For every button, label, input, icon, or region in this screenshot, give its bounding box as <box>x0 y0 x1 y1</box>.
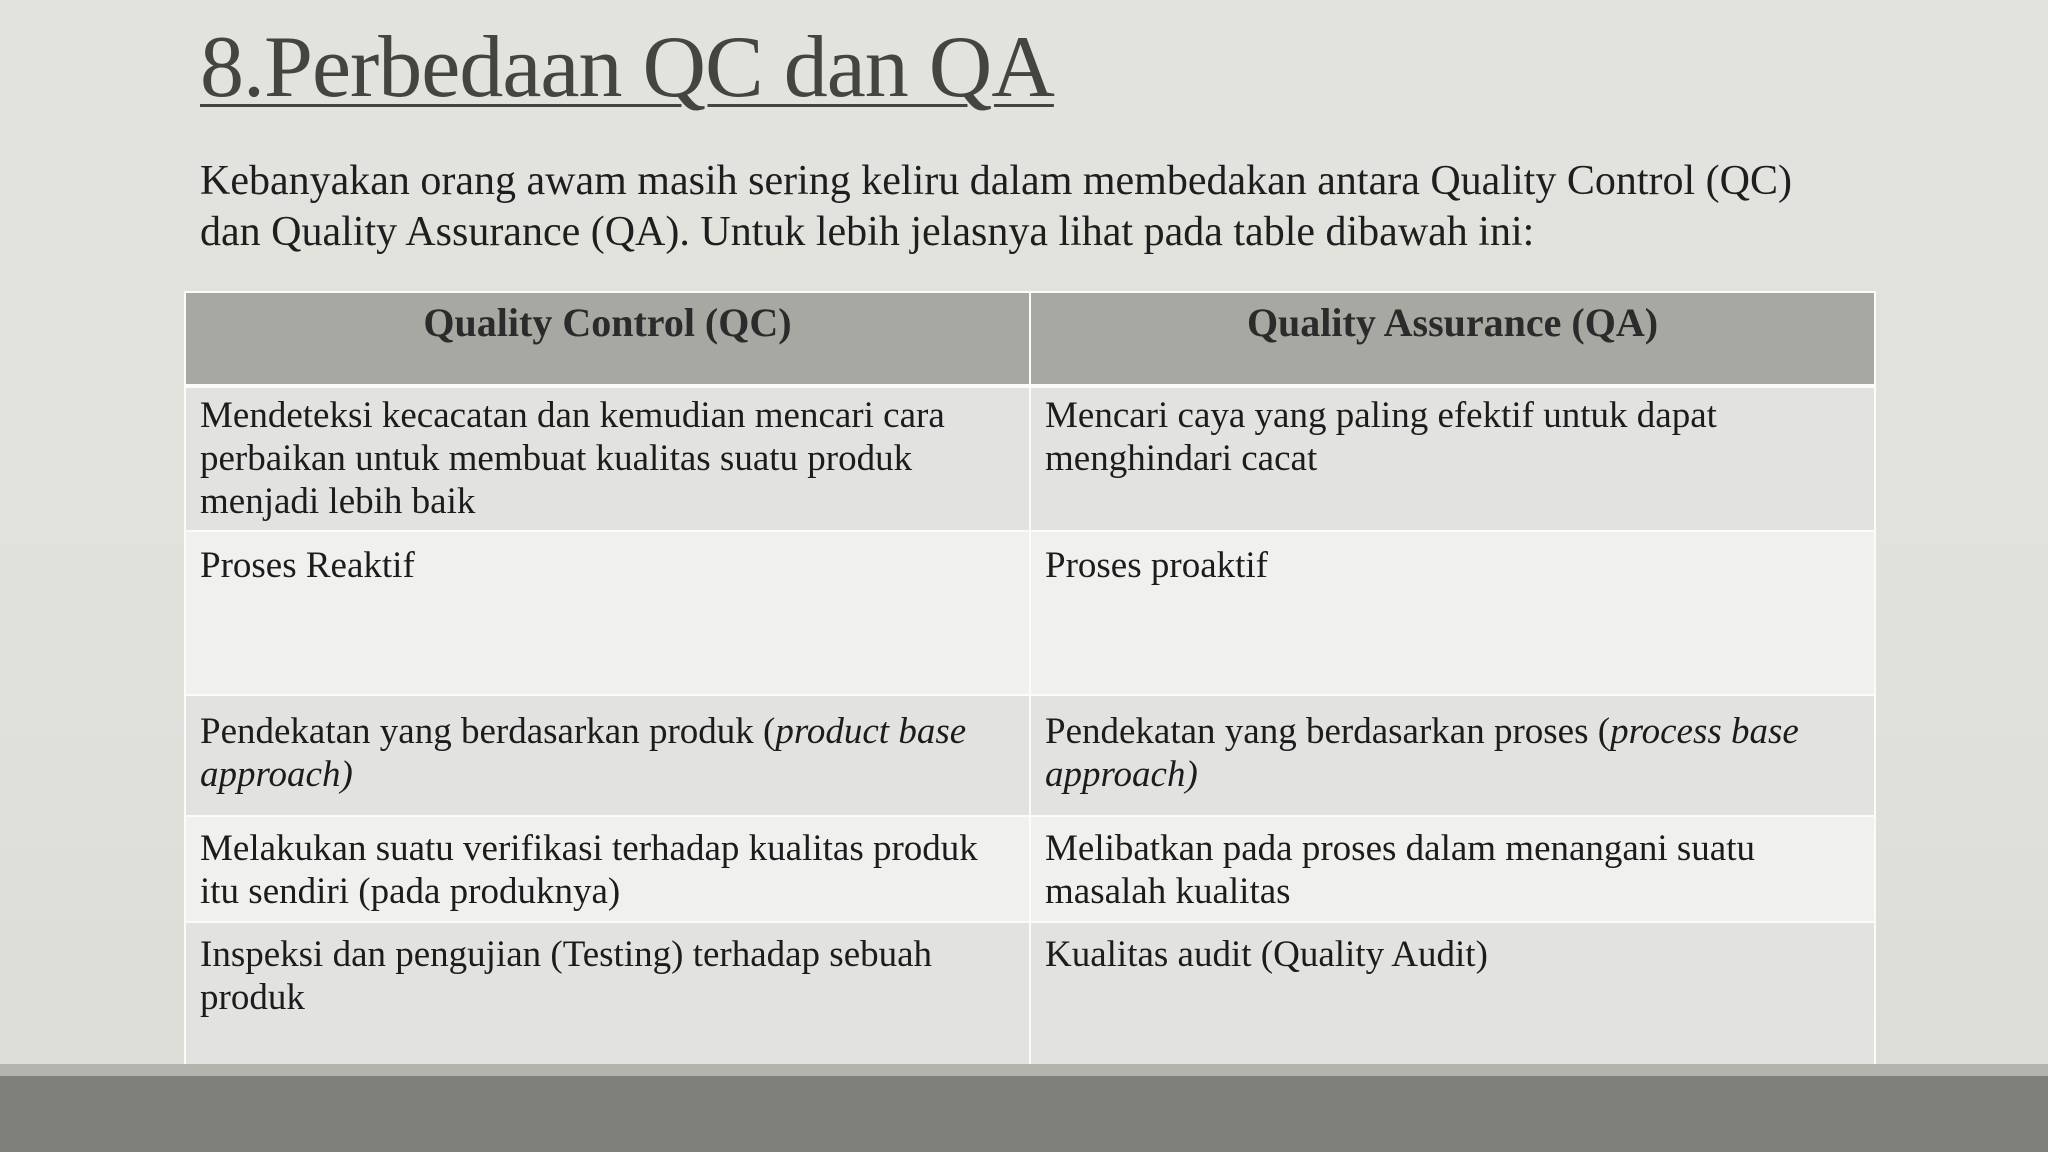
cell-qa-text: Pendekatan yang berdasarkan proses ( <box>1045 711 1611 752</box>
table-row <box>185 922 1875 1080</box>
cell-qa: Mencari caya yang paling efektif untuk dapat menghindari cacat <box>1030 386 1875 531</box>
cell-qc: Proses Reaktif <box>185 531 1030 695</box>
cell-qa: Melibatkan pada proses dalam menangani suatu masalah kualitas <box>1030 816 1875 922</box>
cell-qc: Melakukan suatu verifikasi terhadap kualitas produk itu sendiri (pada produknya) <box>185 816 1030 922</box>
table-row <box>185 386 1875 531</box>
header-qa: Quality Assurance (QA) <box>1030 292 1875 386</box>
cell-qc-text: Pendekatan yang berdasarkan produk ( <box>200 711 776 752</box>
intro-paragraph: Kebanyakan orang awam masih sering keliru dalam membedakan antara Quality Control (QC) dan Quality Assurance (QA). Untuk lebih jelasnya lihat pada table dibawah ini: <box>200 158 1792 255</box>
table-row <box>185 695 1875 816</box>
table-header-row <box>185 292 1875 386</box>
table-row <box>185 816 1875 922</box>
cell-qa: Proses proaktif <box>1030 531 1875 695</box>
cell-qa-italic: process base approach) <box>1045 711 1799 795</box>
comparison-table <box>184 291 1876 1081</box>
cell-qc <box>185 695 1030 816</box>
cell-qc: Mendeteksi kecacatan dan kemudian mencari cara perbaikan untuk membuat kualitas suatu produk menjadi lebih baik <box>185 386 1030 531</box>
cell-qc: Inspeksi dan pengujian (Testing) terhadap sebuah produk <box>185 922 1030 1080</box>
footer-bar <box>0 1076 2048 1152</box>
cell-qc-italic: product base approach) <box>200 711 967 795</box>
cell-qa: Kualitas audit (Quality Audit) <box>1030 922 1875 1080</box>
table-row <box>185 531 1875 695</box>
slide-title: 8.Perbedaan QC dan QA <box>200 19 1054 116</box>
footer-band <box>0 1064 2048 1076</box>
header-qc: Quality Control (QC) <box>185 292 1030 386</box>
cell-qa <box>1030 695 1875 816</box>
